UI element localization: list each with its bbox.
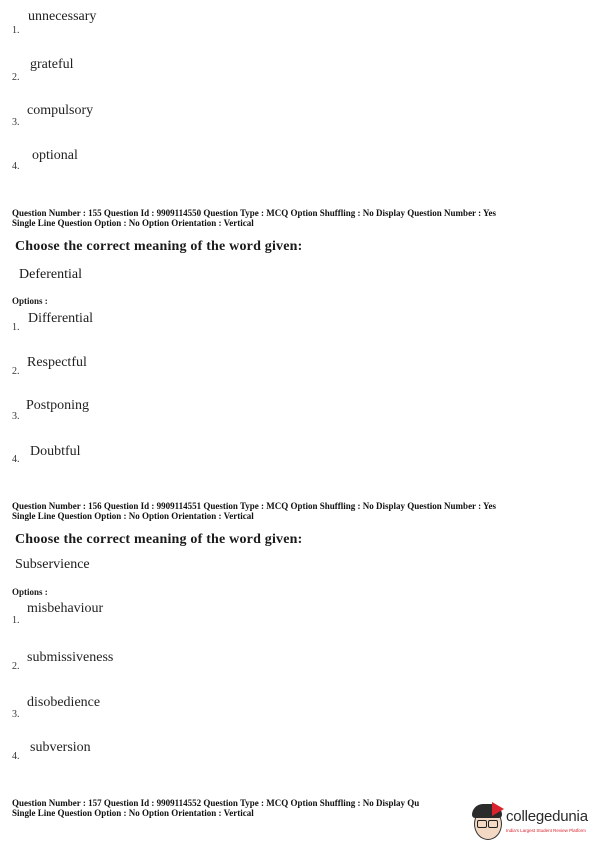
question-meta-line: Question Number : 155 Question Id : 9909114550 Question Type : MCQ Option Shuffling : No Display Question Number : Yes (12, 208, 497, 218)
option-text: grateful (30, 57, 74, 72)
option-text: compulsory (27, 103, 94, 118)
option-text: misbehaviour (27, 601, 104, 616)
question-word: Subservience (15, 557, 90, 572)
option-number: 3. (12, 709, 20, 720)
option-text: Postponing (26, 398, 90, 413)
collegedunia-logo (472, 804, 595, 842)
question-prompt: Choose the correct meaning of the word given: (15, 239, 303, 254)
glasses-icon (477, 820, 487, 828)
flag-icon (492, 802, 504, 816)
option-text: disobedience (27, 695, 101, 710)
question-meta-line: Question Number : 156 Question Id : 9909114551 Question Type : MCQ Option Shuffling : No Display Question Number : Yes (12, 501, 497, 511)
option-text: Doubtful (30, 444, 81, 459)
option-number: 4. (12, 161, 20, 172)
options-label: Options : (12, 587, 48, 597)
question-prompt: Choose the correct meaning of the word given: (15, 532, 303, 547)
option-number: 2. (12, 366, 20, 377)
options-label: Options : (12, 296, 48, 306)
question-meta-line: Question Number : 157 Question Id : 9909114552 Question Type : MCQ Option Shuffling : No Display Qu (12, 798, 420, 808)
option-text: unnecessary (28, 9, 97, 24)
option-number: 1. (12, 25, 20, 36)
option-text: submissiveness (27, 650, 114, 665)
option-number: 2. (12, 661, 20, 672)
option-text: Differential (28, 311, 94, 326)
option-number: 3. (12, 117, 20, 128)
option-number: 4. (12, 751, 20, 762)
logo-tagline: India's Largest Student Review Platform (506, 828, 586, 833)
logo-brand-text: collegedunia (506, 808, 588, 825)
question-meta-line: Single Line Question Option : No Option Orientation : Vertical (12, 218, 254, 228)
option-number: 3. (12, 411, 20, 422)
option-number: 2. (12, 72, 20, 83)
option-number: 1. (12, 615, 20, 626)
option-text: subversion (30, 740, 91, 755)
question-meta-line: Single Line Question Option : No Option Orientation : Vertical (12, 511, 254, 521)
glasses-icon (488, 820, 498, 828)
option-text: optional (32, 148, 78, 163)
question-meta-line: Single Line Question Option : No Option Orientation : Vertical (12, 808, 254, 818)
option-number: 4. (12, 454, 20, 465)
option-number: 1. (12, 322, 20, 333)
question-word: Deferential (19, 267, 82, 282)
option-text: Respectful (27, 355, 87, 370)
